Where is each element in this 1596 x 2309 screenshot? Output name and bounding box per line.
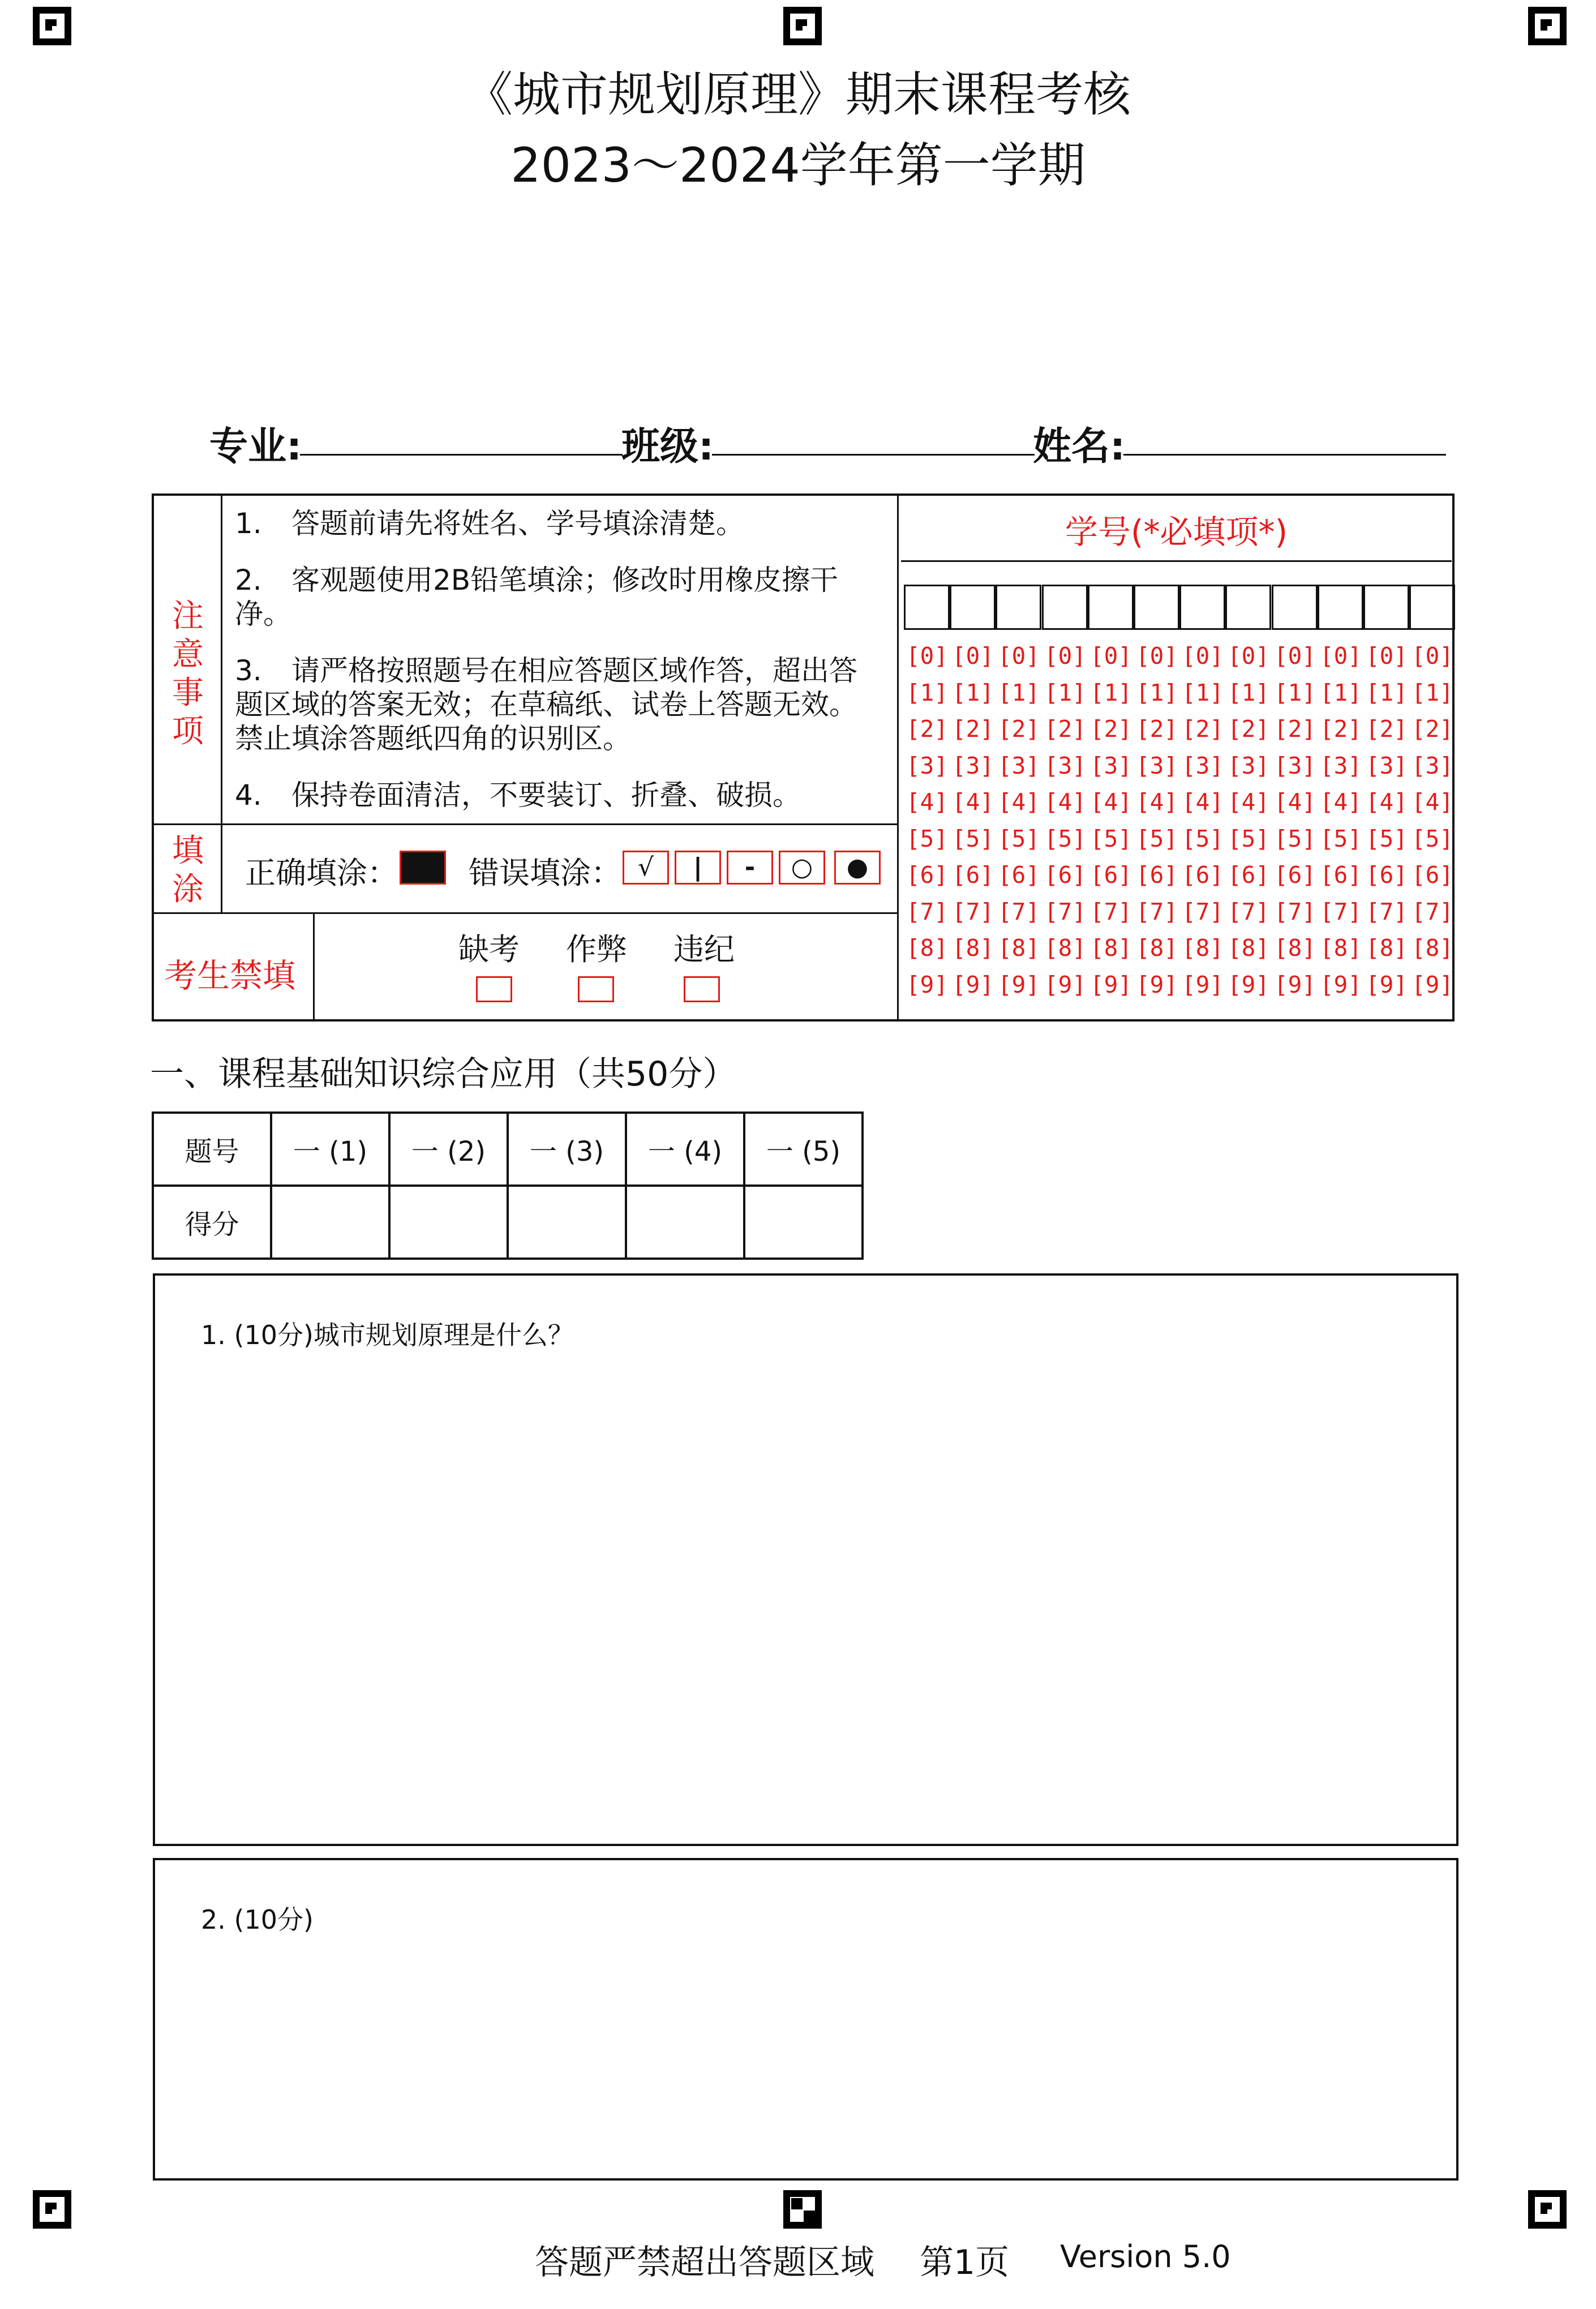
student-id-bubble[interactable]: [1] [1273,679,1316,706]
student-id-bubble[interactable]: [5] [1135,825,1178,852]
student-id-bubble[interactable]: [8] [1411,934,1454,962]
major-label: 专业: [209,424,302,469]
student-id-bubble[interactable]: [0] [906,642,949,669]
student-id-bubble[interactable]: [1] [1227,679,1270,706]
student-id-bubble[interactable]: [1] [1319,679,1362,706]
student-id-bubble[interactable]: [4] [1319,788,1362,816]
student-id-bubble[interactable]: [5] [1227,825,1270,852]
student-id-bubble[interactable]: [6] [1181,861,1224,889]
student-id-bubble[interactable]: [1] [906,679,949,706]
student-id-bubble[interactable]: [3] [1365,752,1408,779]
notes-side-label: 注 意 事 项 [172,598,204,750]
student-id-digit-box[interactable] [1042,585,1088,630]
student-id-bubble[interactable]: [3] [1227,752,1270,779]
student-id-bubble[interactable]: [8] [997,934,1040,962]
student-id-bubble[interactable]: [5] [1365,825,1408,852]
wrong-fill-label: 错误填涂： [469,855,621,891]
student-id-bubble[interactable]: [6] [951,861,994,889]
question-2-answer-area[interactable] [153,1858,1458,2181]
student-id-bubble[interactable]: [8] [1365,934,1408,962]
student-id-bubble[interactable]: [4] [1273,788,1316,816]
student-id-bubble[interactable]: [7] [1365,898,1408,925]
student-id-bubble[interactable]: [3] [1273,752,1316,779]
student-id-digit-box[interactable] [1225,585,1271,630]
student-id-bubble[interactable]: [2] [1411,715,1454,743]
student-id-bubble[interactable]: [3] [997,752,1040,779]
student-id-bubble[interactable]: [5] [906,825,949,852]
wrong-fill-dot: ● [834,851,881,885]
student-id-bubble[interactable]: [5] [1089,825,1132,852]
student-id-bubble[interactable]: [6] [1273,861,1316,889]
student-id-bubble[interactable]: [2] [1273,715,1316,743]
student-id-digit-box[interactable] [1272,585,1318,630]
student-id-bubble[interactable]: [2] [1365,715,1408,743]
correct-fill-label: 正确填涂： [245,855,398,891]
student-id-bubble[interactable]: [0] [951,642,994,669]
note-item: 2. 客观题使用2B铅笔填涂；修改时用橡皮擦干净。 [235,564,839,630]
student-id-bubble[interactable]: [2] [1089,715,1132,743]
student-id-bubble[interactable]: [6] [1135,861,1178,889]
question-2-prompt: 2. (10分) [201,1904,314,1935]
score-table-header-row [153,1113,863,1186]
correct-fill-example [400,851,446,885]
student-id-bubble[interactable]: [9] [1319,971,1362,998]
note-item: 4. 保持卷面清洁，不要装订、折叠、破损。 [235,779,801,812]
student-id-bubble[interactable]: [5] [1411,825,1454,852]
student-id-bubble[interactable]: [9] [906,971,949,998]
student-id-bubble[interactable]: [6] [906,861,949,889]
student-id-bubble[interactable]: [7] [1135,898,1178,925]
student-id-bubble[interactable]: [3] [1319,752,1362,779]
score-table-question: 一 (3) [508,1113,626,1186]
corner-marker-bottom-left [33,2190,71,2229]
student-id-bubble[interactable]: [7] [951,898,994,925]
student-id-bubble[interactable]: [7] [1411,898,1454,925]
student-id-bubble[interactable]: [8] [906,934,949,962]
student-id-bubble[interactable]: [2] [1227,715,1270,743]
student-id-bubble[interactable]: [1] [951,679,994,706]
student-id-digit-box[interactable] [1088,585,1134,630]
student-id-bubble[interactable]: [5] [1319,825,1362,852]
major-field[interactable] [300,454,623,456]
student-id-bubble[interactable]: [8] [1135,934,1178,962]
student-id-bubble[interactable]: [4] [1181,788,1224,816]
student-id-bubble[interactable]: [1] [1089,679,1132,706]
question-1-answer-area[interactable] [153,1273,1458,1846]
student-id-bubble[interactable]: [2] [1135,715,1178,743]
student-id-bubble[interactable]: [5] [951,825,994,852]
student-id-digit-box[interactable] [1409,585,1455,630]
forbidden-violation-label: 违纪 [673,932,735,967]
corner-marker-top-center [783,7,822,45]
score-table-question: 一 (5) [744,1113,863,1186]
student-id-bubble[interactable]: [6] [1365,861,1408,889]
student-id-bubble[interactable]: [9] [1181,971,1224,998]
student-id-bubble[interactable]: [4] [1044,788,1087,816]
note-item: 3. 请严格按照题号在相应答题区域作答，超出答题区域的答案无效；在草稿纸、试卷上答题无效。禁止填涂答题纸四角的识别区。 [235,654,857,755]
student-id-bubble[interactable]: [1] [1411,679,1454,706]
student-id-digit-box[interactable] [1318,585,1363,630]
exam-term: 2023～2024学年第一学期 [510,138,1086,193]
section-title: 一、课程基础知识综合应用（共50分） [150,1054,737,1094]
student-id-bubble[interactable]: [8] [951,934,994,962]
student-id-bubble[interactable]: [4] [1365,788,1408,816]
student-id-bubble[interactable]: [0] [1411,642,1454,669]
student-id-bubble[interactable]: [0] [1181,642,1224,669]
corner-marker-top-left [33,7,71,45]
student-id-digit-box[interactable] [996,585,1041,630]
student-id-digit-box[interactable] [1363,585,1409,630]
student-id-bubble[interactable]: [8] [1273,934,1316,962]
student-id-bubble[interactable]: [0] [1044,642,1087,669]
footer-warning: 答题严禁超出答题区域 [535,2243,874,2282]
divider [152,823,898,825]
student-id-bubble[interactable]: [9] [1273,971,1316,998]
student-id-bubble[interactable]: [0] [1227,642,1270,669]
student-id-bubble[interactable]: [7] [1273,898,1316,925]
wrong-fill-bar: | [675,851,721,885]
score-cell[interactable] [626,1186,744,1259]
student-id-title: 学号(*必填项*) [1065,513,1288,551]
wrong-fill-dash: - [727,851,773,885]
question-1-prompt: 1. (10分)城市规划原理是什么？ [201,1320,574,1350]
student-id-bubble[interactable]: [1] [1044,679,1087,706]
student-id-bubble[interactable]: [0] [1089,642,1132,669]
student-id-bubble[interactable]: [3] [1135,752,1178,779]
student-id-bubble[interactable]: [9] [1089,971,1132,998]
corner-marker-bottom-right [1528,2190,1567,2229]
score-table-score-label: 得分 [153,1186,271,1259]
student-id-bubble[interactable]: [8] [1181,934,1224,962]
score-cell[interactable] [389,1186,508,1259]
student-id-bubble[interactable]: [9] [997,971,1040,998]
forbidden-violation-box[interactable] [684,976,720,1002]
student-id-bubble[interactable]: [6] [1044,861,1087,889]
student-id-bubble[interactable]: [9] [1135,971,1178,998]
student-id-bubble[interactable]: [8] [1319,934,1362,962]
student-id-bubble[interactable]: [0] [1365,642,1408,669]
student-id-bubble[interactable]: [2] [1319,715,1362,743]
student-id-bubble[interactable]: [6] [997,861,1040,889]
student-id-bubble[interactable]: [7] [1227,898,1270,925]
name-field[interactable] [1123,454,1446,456]
student-id-bubble[interactable]: [7] [1181,898,1224,925]
score-cell[interactable] [271,1186,389,1259]
student-id-bubble[interactable]: [8] [1227,934,1270,962]
class-field[interactable] [712,454,1035,456]
student-id-bubble[interactable]: [5] [997,825,1040,852]
student-id-digit-box[interactable] [1179,585,1225,630]
student-id-bubble[interactable]: [7] [906,898,949,925]
score-cell[interactable] [508,1186,626,1259]
student-id-digit-box[interactable] [904,585,950,630]
student-id-bubble[interactable]: [7] [1319,898,1362,925]
score-table-question: 一 (2) [389,1113,508,1186]
student-id-bubble[interactable]: [6] [1227,861,1270,889]
student-id-bubble[interactable]: [9] [1365,971,1408,998]
student-id-bubble[interactable]: [4] [1227,788,1270,816]
student-id-bubble[interactable]: [0] [1135,642,1178,669]
score-table [152,1111,864,1260]
score-table-question: 一 (1) [271,1113,389,1186]
student-id-bubble[interactable]: [4] [1135,788,1178,816]
exam-title: 《城市规划原理》期末课程考核 [465,67,1131,122]
score-cell[interactable] [744,1186,863,1259]
divider [313,912,315,1022]
student-id-bubble[interactable]: [2] [997,715,1040,743]
student-id-bubble[interactable]: [4] [1411,788,1454,816]
student-id-bubble[interactable]: [6] [1319,861,1362,889]
divider [152,912,898,914]
student-id-bubble[interactable]: [3] [1181,752,1224,779]
student-id-bubble[interactable]: [9] [951,971,994,998]
student-id-bubble[interactable]: [7] [997,898,1040,925]
divider [901,560,1452,562]
student-id-bubble[interactable]: [3] [906,752,949,779]
student-id-digit-box[interactable] [1134,585,1179,630]
forbidden-absent-box[interactable] [476,976,512,1002]
student-id-bubble[interactable]: [7] [1044,898,1087,925]
corner-marker-bottom-center [783,2190,822,2229]
student-id-bubble[interactable]: [3] [951,752,994,779]
student-id-bubble[interactable]: [1] [997,679,1040,706]
student-id-bubble[interactable]: [0] [997,642,1040,669]
student-id-bubble[interactable]: [4] [906,788,949,816]
forbidden-cheat-box[interactable] [578,976,614,1002]
score-table-question: 一 (4) [626,1113,744,1186]
student-id-bubble[interactable]: [1] [1181,679,1224,706]
student-id-bubble[interactable]: [4] [997,788,1040,816]
student-id-bubble[interactable]: [5] [1181,825,1224,852]
student-id-bubble[interactable]: [2] [951,715,994,743]
student-id-digit-box[interactable] [950,585,996,630]
student-id-bubble[interactable]: [2] [1044,715,1087,743]
student-id-bubble[interactable]: [8] [1089,934,1132,962]
class-label: 班级: [621,424,714,469]
forbidden-absent-label: 缺考 [458,932,520,967]
forbidden-side-label: 考生禁填 [164,956,296,995]
wrong-fill-check: √ [623,851,669,885]
student-id-bubble[interactable]: [7] [1089,898,1132,925]
fill-side-label: 填 涂 [172,832,204,908]
student-id-bubble[interactable]: [3] [1044,752,1087,779]
wrong-fill-circle: ○ [779,851,825,885]
student-id-bubble[interactable]: [3] [1411,752,1454,779]
score-table-header-label: 题号 [153,1113,271,1186]
student-id-bubble[interactable]: [5] [1044,825,1087,852]
student-id-bubble[interactable]: [6] [1411,861,1454,889]
student-id-bubble[interactable]: [1] [1365,679,1408,706]
student-id-bubble[interactable]: [2] [906,715,949,743]
divider [897,493,899,1022]
footer-page: 第1页 [920,2243,1010,2282]
student-id-bubble[interactable]: [9] [1044,971,1087,998]
student-id-bubble[interactable]: [1] [1135,679,1178,706]
student-id-bubble[interactable]: [8] [1044,934,1087,962]
footer-version: Version 5.0 [1060,2239,1231,2274]
score-table-score-row [153,1186,863,1259]
divider [221,493,222,912]
student-id-bubble[interactable]: [5] [1273,825,1316,852]
student-id-bubble[interactable]: [6] [1089,861,1132,889]
forbidden-cheat-label: 作弊 [566,932,627,967]
student-id-bubble[interactable]: [3] [1089,752,1132,779]
name-label: 姓名: [1033,424,1126,469]
student-id-bubble[interactable]: [2] [1181,715,1224,743]
student-id-bubble[interactable]: [4] [1089,788,1132,816]
student-id-bubble[interactable]: [4] [951,788,994,816]
student-id-bubble[interactable]: [0] [1273,642,1316,669]
student-id-bubble[interactable]: [9] [1227,971,1270,998]
student-id-bubble[interactable]: [0] [1319,642,1362,669]
note-item: 1. 答题前请先将姓名、学号填涂清楚。 [235,507,744,540]
student-id-bubble[interactable]: [9] [1411,971,1454,998]
corner-marker-top-right [1528,7,1567,45]
